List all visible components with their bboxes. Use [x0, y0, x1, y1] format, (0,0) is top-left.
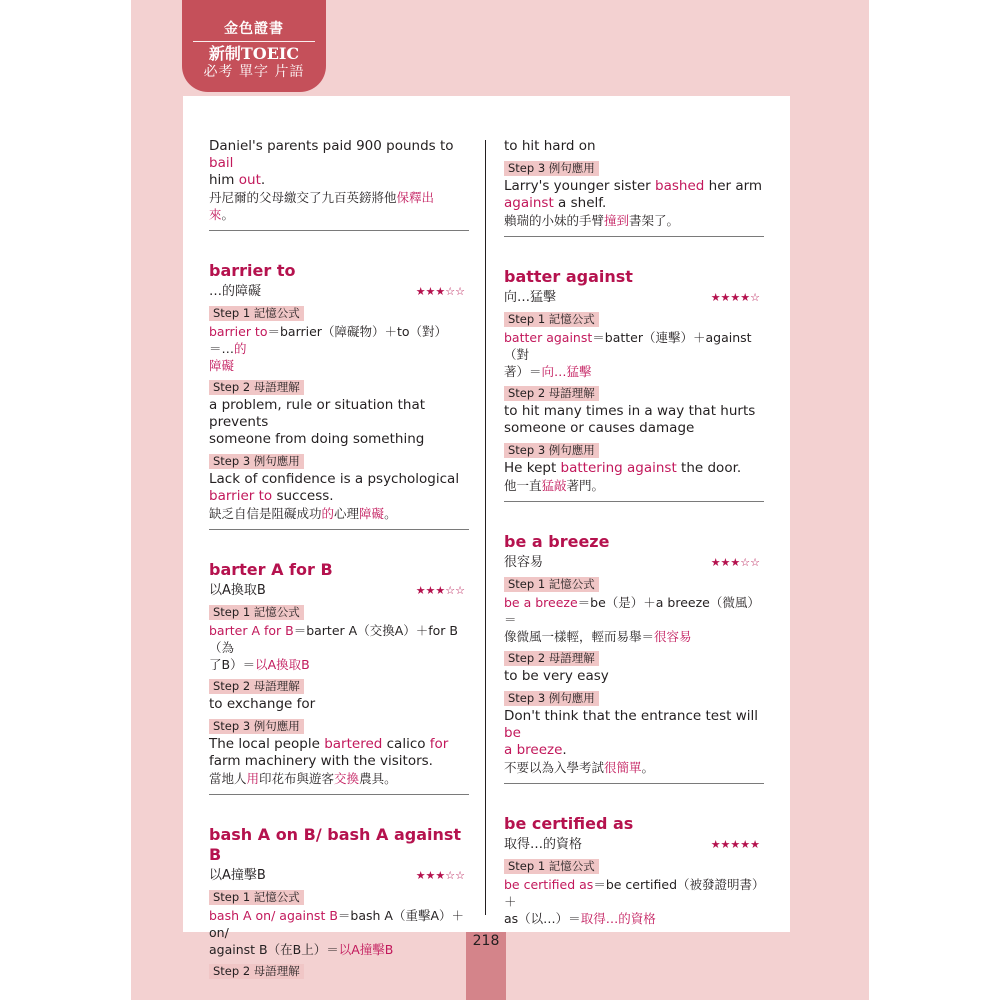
example-zh: 他一直猛敲著門。 [504, 478, 605, 493]
step-label: Step 3 例句應用 [209, 719, 304, 734]
example-en: Don't think that the entrance test will be a breeze. [504, 708, 758, 758]
continued-example-en: Daniel's parents paid 900 pounds to bail him out. [209, 138, 454, 188]
step-label: Step 3 例句應用 [504, 161, 599, 176]
example-en: Larry's younger sister bashed her arm against a shelf. [504, 178, 763, 211]
step-label: Step 2 母語理解 [209, 380, 304, 395]
step-label: Step 1 記憶公式 [504, 577, 599, 592]
example-en: The local people bartered calico for farm machinery with the visitors. [209, 736, 449, 769]
definition: to be very easy [504, 668, 609, 684]
example-en: Lack of confidence is a psychological barrier to success. [209, 471, 460, 504]
entry-barrier-to [209, 261, 471, 530]
example-en: He kept battering against the door. [504, 460, 742, 476]
step-label: Step 1 記憶公式 [504, 312, 599, 327]
badge-subtitle: 新制TOEIC [208, 44, 300, 63]
continued-definition: to hit hard on [504, 138, 596, 154]
rating-stars: ★★★☆☆ [415, 285, 465, 298]
entry-bash-a-on-b [209, 825, 471, 981]
headword: bash A on B/ bash A against B [209, 825, 462, 864]
entry-barter-a-for-b [209, 560, 471, 795]
step-label: Step 2 母語理解 [209, 679, 304, 694]
definition: a problem, rule or situation that prevents someone from doing something [209, 397, 426, 447]
entry-separator [209, 230, 469, 231]
memory-formula: be a breeze＝be（是）＋a breeze（微風）＝ 像微風一樣輕，輕而易舉＝很容易 [504, 595, 760, 644]
example-zh: 當地人用印花布與遊客交換農具。 [209, 771, 397, 786]
headword: be a breeze [504, 532, 610, 551]
page-number: 218 [472, 933, 500, 949]
rating-stars: ★★★★☆ [710, 291, 760, 304]
definition: to exchange for [209, 696, 316, 712]
gloss: 以A撞擊B ★★★☆☆ [209, 868, 465, 883]
definition: to hit many times in a way that hurts someone or causes damage [504, 403, 756, 436]
entry-separator [209, 529, 469, 530]
series-badge [182, 0, 326, 92]
entry-be-certified-as [504, 814, 766, 927]
gloss: 向…猛擊 ★★★★☆ [504, 290, 760, 305]
rating-stars: ★★★☆☆ [710, 556, 760, 569]
memory-formula: barrier to＝barrier（障礙物）＋to（對）＝…的 障礙 [209, 324, 447, 373]
gloss: …的障礙 ★★★☆☆ [209, 284, 465, 299]
step-label: Step 3 例句應用 [504, 443, 599, 458]
badge-caption: 必考 單字 片語 [203, 64, 305, 80]
entry-be-a-breeze [504, 532, 766, 784]
example-zh: 賴瑞的小妹的手臂撞到書架了。 [504, 213, 680, 228]
entry-separator [504, 501, 764, 502]
rating-stars: ★★★☆☆ [415, 584, 465, 597]
step-label: Step 3 例句應用 [209, 454, 304, 469]
left-column [209, 138, 471, 981]
rating-stars: ★★★☆☆ [415, 869, 465, 882]
entry-separator [209, 794, 469, 795]
entry-separator [504, 236, 764, 237]
example-zh: 不要以為入學考試很簡單。 [504, 760, 655, 775]
step-label: Step 1 記憶公式 [504, 859, 599, 874]
example-zh: 缺乏自信是阻礙成功的心理障礙。 [209, 506, 397, 521]
step-label: Step 1 記憶公式 [209, 306, 304, 321]
memory-formula: be certified as＝be certified（被發證明書）＋ as（以…）＝取得…的資格 [504, 877, 765, 926]
step-label: Step 2 母語理解 [504, 386, 599, 401]
entry-batter-against [504, 267, 766, 502]
headword: barrier to [209, 261, 296, 280]
rating-stars: ★★★★★ [710, 838, 760, 851]
step-label: Step 2 母語理解 [504, 651, 599, 666]
gloss: 很容易 ★★★☆☆ [504, 555, 760, 570]
continued-example-zh: 丹尼爾的父母繳交了九百英鎊將他保釋出 來。 [209, 190, 435, 222]
step-label: Step 1 記憶公式 [209, 890, 304, 905]
entry-separator [504, 783, 764, 784]
step-label: Step 3 例句應用 [504, 691, 599, 706]
memory-formula: barter A for B＝barter A（交換A）＋for B（為 了B）＝以A換取B [209, 623, 458, 672]
headword: barter A for B [209, 560, 333, 579]
headword: be certified as [504, 814, 634, 833]
memory-formula: bash A on/ against B＝bash A（重擊A）＋on/ against B（在B上）＝以A撞擊B [209, 908, 465, 957]
step-label: Step 1 記憶公式 [209, 605, 304, 620]
step-label: Step 2 母語理解 [209, 964, 304, 979]
badge-rule [193, 41, 315, 42]
headword: batter against [504, 267, 633, 286]
badge-title: 金色證書 [224, 21, 284, 37]
column-divider [485, 140, 486, 915]
memory-formula: batter against＝batter（連擊）＋against（對 著）＝向…猛擊 [504, 330, 752, 379]
gloss: 以A換取B ★★★☆☆ [209, 583, 465, 598]
right-column [504, 138, 766, 927]
gloss: 取得…的資格 ★★★★★ [504, 837, 760, 852]
